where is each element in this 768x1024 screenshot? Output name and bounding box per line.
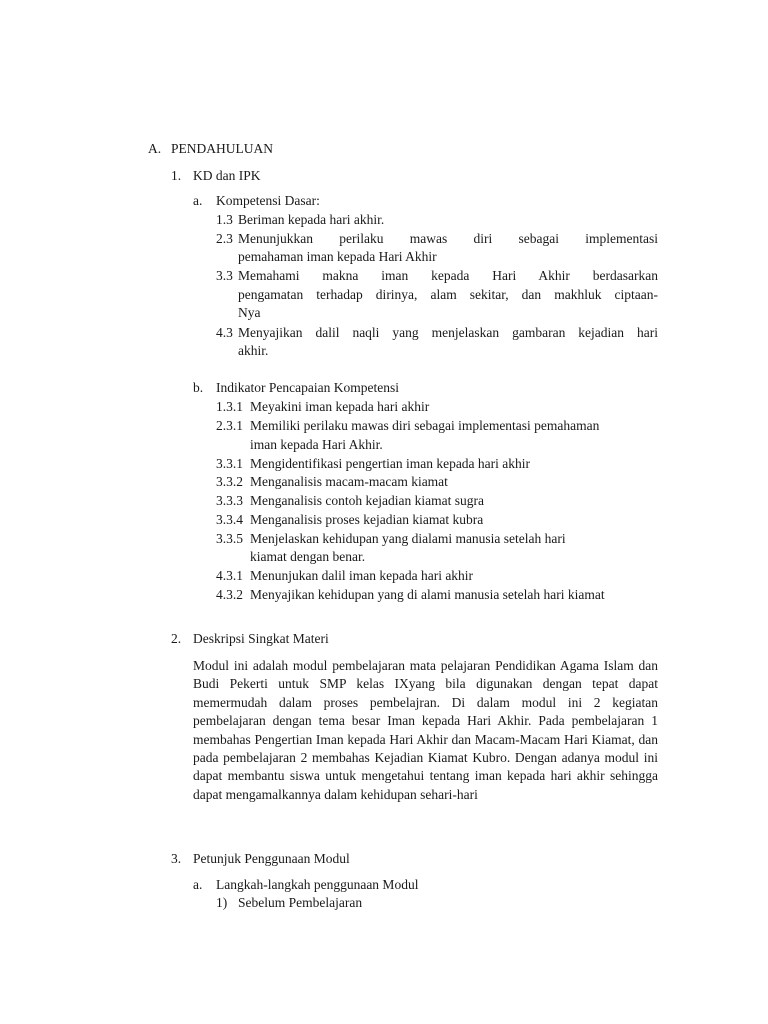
item-number: 2. — [171, 631, 182, 646]
ipk-text: Menyajikan kehidupan yang di alami manusia setelah hari kiamat — [250, 587, 605, 602]
section-title: PENDAHULUAN — [171, 141, 273, 156]
item-title: Deskripsi Singkat Materi — [193, 631, 329, 646]
ipk-text: Menganalisis proses kejadian kiamat kubra — [250, 512, 484, 527]
step-title: Sebelum Pembelajaran — [238, 895, 363, 910]
subitem-title: Indikator Pencapaian Kompetensi — [216, 380, 399, 395]
kd-text: Menunjukkan perilaku mawas diri sebagai implementasi — [238, 231, 658, 246]
ipk-number: 3.3.5 — [216, 531, 243, 546]
kd-text: Beriman kepada hari akhir. — [238, 212, 385, 227]
ipk-text: Menunjukan dalil iman kepada hari akhir — [250, 568, 474, 583]
subitem-title: Kompetensi Dasar: — [216, 193, 320, 208]
kd-number: 1.3 — [216, 212, 233, 227]
item-number: 1. — [171, 168, 182, 183]
ipk-text: kiamat dengan benar. — [250, 549, 366, 564]
section-letter: A. — [148, 141, 162, 156]
kd-text: pengamatan terhadap dirinya, alam sekitar, dan makhluk ciptaan- — [238, 287, 658, 302]
ipk-text: Menjelaskan kehidupan yang dialami manusia setelah hari — [250, 531, 566, 546]
item-title: KD dan IPK — [193, 168, 261, 183]
ipk-text: Menganalisis macam-macam kiamat — [250, 474, 448, 489]
ipk-number: 4.3.1 — [216, 568, 243, 583]
step-number: 1) — [216, 895, 228, 910]
subitem-letter: b. — [193, 380, 204, 395]
kd-number: 4.3 — [216, 325, 233, 340]
item-number: 3. — [171, 851, 182, 866]
kd-text: pemahaman iman kepada Hari Akhir — [238, 249, 437, 264]
ipk-number: 3.3.1 — [216, 456, 243, 471]
description-paragraph: Modul ini adalah modul pembelajaran mata pelajaran Pendidikan Agama Islam dan Budi Pekerti untuk SMP kelas IXyang bila digunakan dengan tepat dapat memermudah dalam proses pembelajran. Di dalam modul ini 2 kegiatan pembelajaran dengan tema besar Iman kepada Hari Akhir. Pada pembelajaran 1 membahas Pengertian Iman kepada Hari Akhir dan Macam-Macam Hari Kiamat, dan pada pembelajaran 2 membahas Kejadian Kiamat Kubro. Dengan adanya modul ini dapat membantu siswa untuk mengetahui tentang iman kepada hari akhir sehingga dapat mengamalkannya dalam kehidupan sehari-hari — [193, 658, 658, 802]
kd-number: 2.3 — [216, 231, 233, 246]
ipk-number: 3.3.4 — [216, 512, 243, 527]
kd-text: akhir. — [238, 343, 269, 358]
ipk-number: 2.3.1 — [216, 418, 243, 433]
kd-text: Memahami makna iman kepada Hari Akhir berdasarkan — [238, 268, 658, 283]
kd-text: Menyajikan dalil naqli yang menjelaskan gambaran kejadian hari — [238, 325, 658, 340]
subitem-letter: a. — [193, 193, 203, 208]
ipk-text: Mengidentifikasi pengertian iman kepada hari akhir — [250, 456, 531, 471]
ipk-text: Menganalisis contoh kejadian kiamat sugra — [250, 493, 484, 508]
ipk-number: 1.3.1 — [216, 399, 243, 414]
subitem-letter: a. — [193, 877, 203, 892]
ipk-number: 4.3.2 — [216, 587, 243, 602]
item-title: Petunjuk Penggunaan Modul — [193, 851, 350, 866]
ipk-number: 3.3.3 — [216, 493, 243, 508]
subitem-title: Langkah-langkah penggunaan Modul — [216, 877, 419, 892]
ipk-text: Meyakini iman kepada hari akhir — [250, 399, 430, 414]
kd-text: Nya — [238, 305, 261, 320]
kd-number: 3.3 — [216, 268, 233, 283]
ipk-text: Memiliki perilaku mawas diri sebagai implementasi pemahaman — [250, 418, 600, 433]
ipk-number: 3.3.2 — [216, 474, 243, 489]
ipk-text: iman kepada Hari Akhir. — [250, 437, 383, 452]
